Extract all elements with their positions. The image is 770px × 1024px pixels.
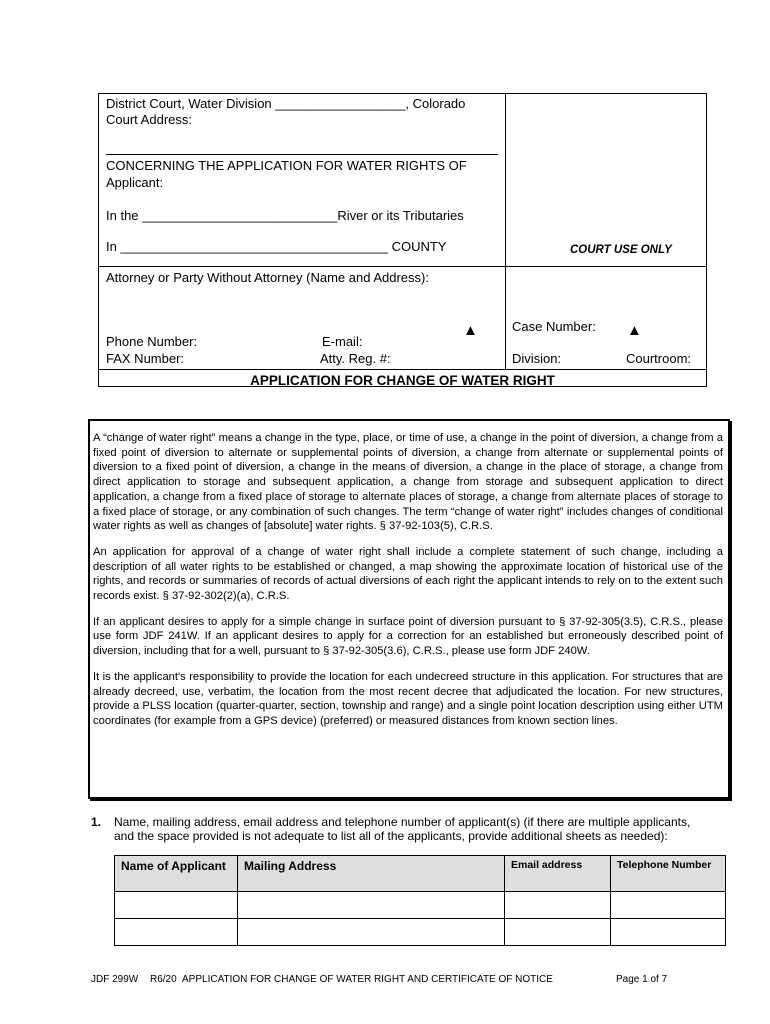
footer-form-number: JDF 299W — [91, 974, 139, 985]
item-1-number: 1. — [91, 815, 102, 829]
notice-paragraph-requirements: An application for approval of a change of water right shall include a complete statement of such change, including a description of all water rights to be established or changed, a map showing the approximate location of historical use of the rights, and records or summaries of records of actual diversions of each right the applicant intends to rely on to the extent such records exist. § 37-92-302(2)(a), C.R.S. — [93, 545, 723, 603]
applicant-label: Applicant: — [106, 175, 164, 190]
courtroom-label: Courtroom: — [626, 351, 692, 366]
document-title: APPLICATION FOR CHANGE OF WATER RIGHT — [250, 373, 555, 388]
atty-reg-label: Atty. Reg. #: — [320, 351, 391, 366]
mailing-address-cell[interactable] — [238, 919, 505, 946]
court-line: District Court, Water Division __________________, Colorado — [106, 96, 466, 111]
email-cell[interactable] — [505, 892, 611, 919]
court-use-only-label: COURT USE ONLY — [570, 244, 672, 256]
caption-divider-2 — [98, 369, 707, 370]
table-row — [115, 919, 726, 946]
telephone-cell[interactable] — [611, 919, 726, 946]
river-line: In the ___________________________River or its Tributaries — [106, 208, 464, 223]
table-header-row — [115, 856, 726, 892]
applicant-name-cell[interactable] — [115, 919, 238, 946]
attorney-label: Attorney or Party Without Attorney (Name and Address): — [106, 270, 429, 285]
up-arrow-icon: ▲ — [463, 322, 478, 339]
email-label: E-mail: — [322, 334, 363, 349]
notice-box — [88, 419, 730, 799]
notice-paragraph-forms: If an applicant desires to apply for a simple change in surface point of diversion pursuant to § 37-92-305(3.5), C.R.S., please use form JDF 241W. If an applicant desires to apply for a correction for an established but erroneously described point of diversion, including that for a well, pursuant to § 37-92-305(3.6), C.R.S., please use form JDF 240W. — [93, 615, 723, 658]
telephone-cell[interactable] — [611, 892, 726, 919]
court-address-label: Court Address: — [106, 112, 192, 127]
county-line: In _____________________________________ COUNTY — [106, 239, 447, 254]
notice-paragraph-definition: A “change of water right” means a change in the type, place, or time of use, a change in the point of diversion, a change from a fixed point of diversion to alternate or supplemental points of diversion, a change from alternate or supplemental points of diversion to a fixed point of diversion, a change in the means of diversion, a change in the place of storage, a change from direct application to storage and subsequent application, a change from storage and subsequent application to direct application, a change from a fixed place of storage to alternate places of storage, a change from alternate places of storage to a fixed place of storage, or any combination of such changes. The term “change of water right” includes changes of conditional water rights as well as changes of [absolute] water rights. § 37-92-103(5), C.R.S. — [93, 432, 723, 533]
column-header-telephone: Telephone Number — [611, 856, 726, 892]
footer-title: APPLICATION FOR CHANGE OF WATER RIGHT AND CERTIFICATE OF NOTICE — [182, 974, 553, 985]
email-cell[interactable] — [505, 919, 611, 946]
court-address-underline — [106, 154, 498, 155]
table-row — [115, 892, 726, 919]
column-header-name: Name of Applicant — [115, 856, 238, 892]
phone-label: Phone Number: — [106, 334, 198, 349]
case-number-label: Case Number: — [512, 319, 596, 334]
mailing-address-cell[interactable] — [238, 892, 505, 919]
column-header-mailing-address: Mailing Address — [238, 856, 505, 892]
footer-revision: R6/20 — [150, 974, 177, 985]
fax-label: FAX Number: — [106, 351, 185, 366]
concerning-line: CONCERNING THE APPLICATION FOR WATER RIGHTS OF — [106, 158, 467, 173]
up-arrow-icon: ▲ — [627, 322, 642, 339]
applicant-table — [114, 855, 726, 946]
item-1-line-2: and the space provided is not adequate to list all of the applicants, provide additional sheets as needed): — [114, 829, 668, 843]
caption-divider-vertical — [505, 93, 506, 369]
notice-paragraph-location: It is the applicant's responsibility to provide the location for each undecreed structure in this application. For structures that are already decreed, use, verbatim, the location from the most recent decree that adjudicated the location. For new structures, provide a PLSS location (quarter-quarter, section, township and range) and a single point location description using either UTM coordinates (for example from a GPS device) (preferred) or measured distances from known section lines. — [93, 670, 723, 727]
footer-page-number: Page 1 of 7 — [616, 974, 668, 985]
applicant-name-cell[interactable] — [115, 892, 238, 919]
caption-divider-1 — [98, 266, 707, 267]
division-label: Division: — [512, 351, 562, 366]
item-1-line-1: Name, mailing address, email address and telephone number of applicant(s) (if there are multiple applicants, — [114, 815, 691, 829]
column-header-email: Email address — [505, 856, 611, 892]
